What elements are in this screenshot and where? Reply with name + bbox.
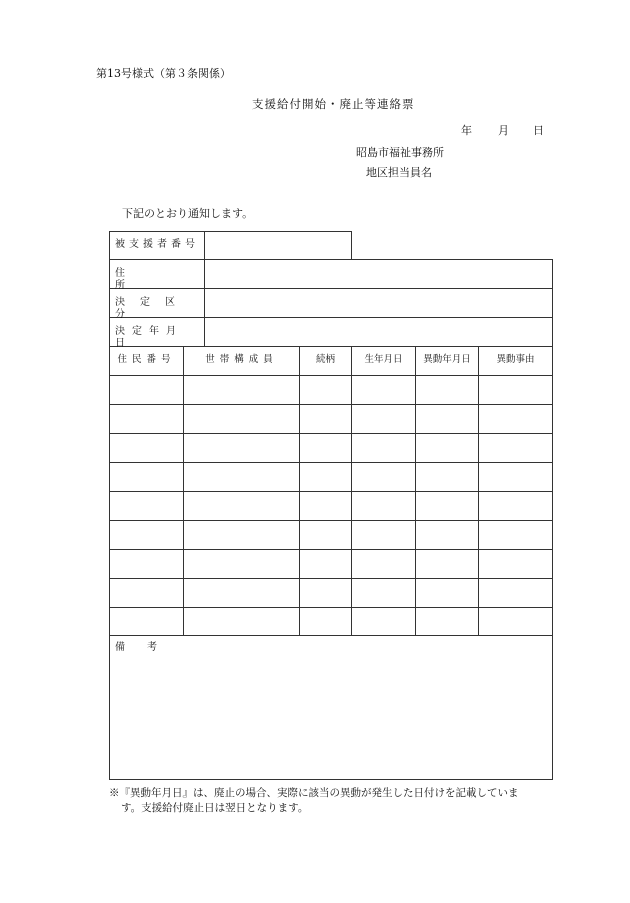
date-year-label: 年 xyxy=(461,124,472,137)
office-name: 昭島市福祉事務所 xyxy=(356,146,444,159)
address-value[interactable] xyxy=(208,268,548,282)
remarks-area[interactable] xyxy=(112,660,550,775)
table-row[interactable] xyxy=(110,492,552,520)
col-header-change-reason: 異動事由 xyxy=(496,354,535,365)
staff-name-label: 地区担当員名 xyxy=(366,166,432,179)
decision-date-value[interactable] xyxy=(208,326,548,340)
footnote-line-1: ※『異動年月日』は、廃止の場合、実際に該当の異動が発生した日付けを記載していま xyxy=(109,787,519,799)
col-header-birth-date: 生年月日 xyxy=(364,354,403,365)
address-label: 住所 xyxy=(115,268,177,291)
col-header-resident-number: 住民番号 xyxy=(117,354,176,365)
decision-category-label: 決定区分 xyxy=(115,297,190,320)
table-row[interactable] xyxy=(110,608,552,635)
table-row[interactable] xyxy=(110,434,552,462)
date-month-label: 月 xyxy=(498,124,509,137)
intro-text: 下記のとおり通知します。 xyxy=(122,207,254,220)
form-title: 支援給付開始・廃止等連絡票 xyxy=(252,97,415,111)
table-row[interactable] xyxy=(110,376,552,404)
table-row[interactable] xyxy=(110,579,552,607)
col-header-relationship: 続柄 xyxy=(315,354,335,365)
footnote-line-2: す。支援給付廃止日は翌日となります。 xyxy=(121,802,309,814)
table-row[interactable] xyxy=(110,550,552,578)
table-row[interactable] xyxy=(110,463,552,491)
date-day-label: 日 xyxy=(533,124,544,137)
decision-category-value[interactable] xyxy=(208,297,548,311)
col-header-change-date: 異動年月日 xyxy=(423,354,471,365)
recipient-number-value[interactable] xyxy=(208,239,348,253)
table-row[interactable] xyxy=(110,405,552,433)
decision-date-label: 決定年月日 xyxy=(115,326,183,349)
col-header-household-member: 世帯構成員 xyxy=(205,354,278,365)
recipient-number-label: 被支援者番号 xyxy=(115,239,199,250)
form-number: 第13号様式（第３条関係） xyxy=(96,67,231,80)
remarks-label: 備考 xyxy=(115,642,179,653)
table-row[interactable] xyxy=(110,521,552,549)
